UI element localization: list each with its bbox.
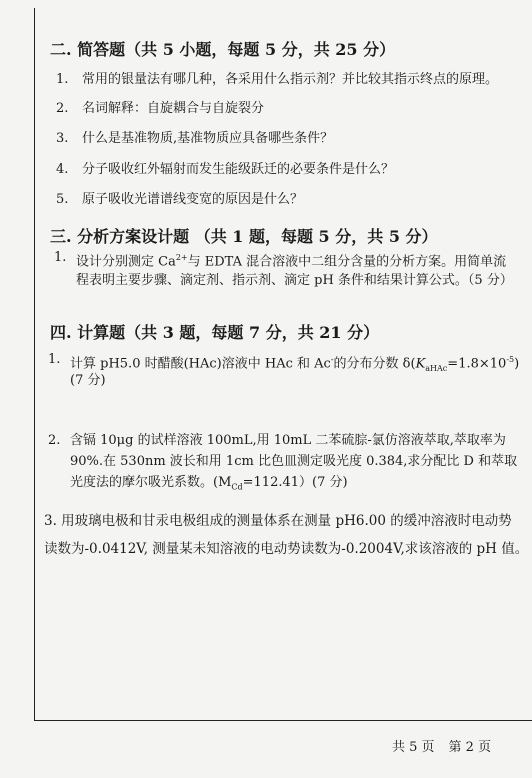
question-text-line: (7 分) — [70, 373, 106, 388]
question-text: 光度法的摩尔吸光系数。(M — [70, 475, 232, 490]
question-text: 名词解释：自旋耦合与自旋裂分 — [82, 101, 265, 116]
question-text: 原子吸收光谱谱线变宽的原因是什么？ — [82, 192, 304, 207]
superscript: 2+ — [175, 253, 188, 262]
question-number: 2. — [48, 433, 61, 448]
constant-symbol: K — [415, 356, 426, 372]
question-text-line: 90%.在 530nm 波长和用 1cm 比色皿测定吸光度 0.384,求分配比 D 和萃取 — [70, 454, 518, 469]
question-number: 4. — [56, 162, 69, 177]
question-text-line — [70, 472, 348, 498]
subscript: Cd — [231, 482, 243, 492]
question-text: 常用的银量法有哪几种，各采用什么指示剂？并比较其指示终点的原理。 — [82, 72, 499, 87]
question-number: 3. — [56, 131, 69, 146]
question-text: 的分布分数 δ( — [333, 356, 416, 372]
question-text: 什么是基准物质,基准物质应具备哪些条件？ — [82, 131, 334, 146]
question-text: 计算 pH5.0 时醋酸(HAc)溶液中 HAc 和 Ac — [70, 356, 331, 372]
question-number: 2. — [56, 101, 69, 116]
page-footer — [392, 736, 505, 755]
question-text: =112.41）(7 分) — [242, 475, 348, 490]
total-pages: 共 5 页 — [392, 740, 435, 755]
question-number: 1. — [48, 352, 61, 367]
question-number: 5. — [56, 192, 69, 207]
question-text: 设计分别测定 Ca — [76, 254, 176, 270]
question-text: 分子吸收红外辐射而发生能级跃迁的必要条件是什么？ — [82, 162, 395, 177]
question-text-line: 3. 用玻璃电极和甘汞电极组成的测量体系在测量 pH6.00 的缓冲溶液时电动势 — [44, 513, 512, 529]
question-text: ) — [514, 356, 520, 372]
section-heading-short-answer: 二. 简答题（共 5 小题，每题 5 分，共 25 分） — [50, 40, 396, 59]
question-text-line — [70, 349, 519, 379]
subscript: aHAc — [425, 363, 448, 373]
question-text-line: 程表明主要步骤、滴定剂、指示剂、滴定 pH 条件和结果计算公式。（5 分） — [76, 273, 513, 288]
current-page: 第 2 页 — [448, 740, 492, 755]
question-number: 1. — [54, 250, 67, 265]
question-text-line: 读数为-0.0412V, 测量某未知溶液的电动势读数为-0.2004V,求该溶液的 pH 值。 — [44, 541, 529, 557]
superscript: - — [330, 355, 334, 364]
question-text: =1.8×10 — [447, 356, 507, 372]
question-text: 与 EDTA 混合溶液中二组分含量的分析方案。用简单流 — [187, 254, 507, 270]
question-text-line: 含镉 10μg 的试样溶液 100mL,用 10mL 二苯硫腙-氯仿溶液萃取,萃取率为 — [70, 433, 506, 448]
superscript: -5 — [506, 355, 515, 364]
question-text-line — [76, 247, 506, 272]
section-heading-calculation: 四. 计算题（共 3 题，每题 7 分，共 21 分） — [50, 323, 380, 342]
section-heading-design: 三. 分析方案设计题 （共 1 题，每题 5 分，共 5 分） — [50, 227, 438, 246]
question-number: 1. — [56, 72, 69, 87]
